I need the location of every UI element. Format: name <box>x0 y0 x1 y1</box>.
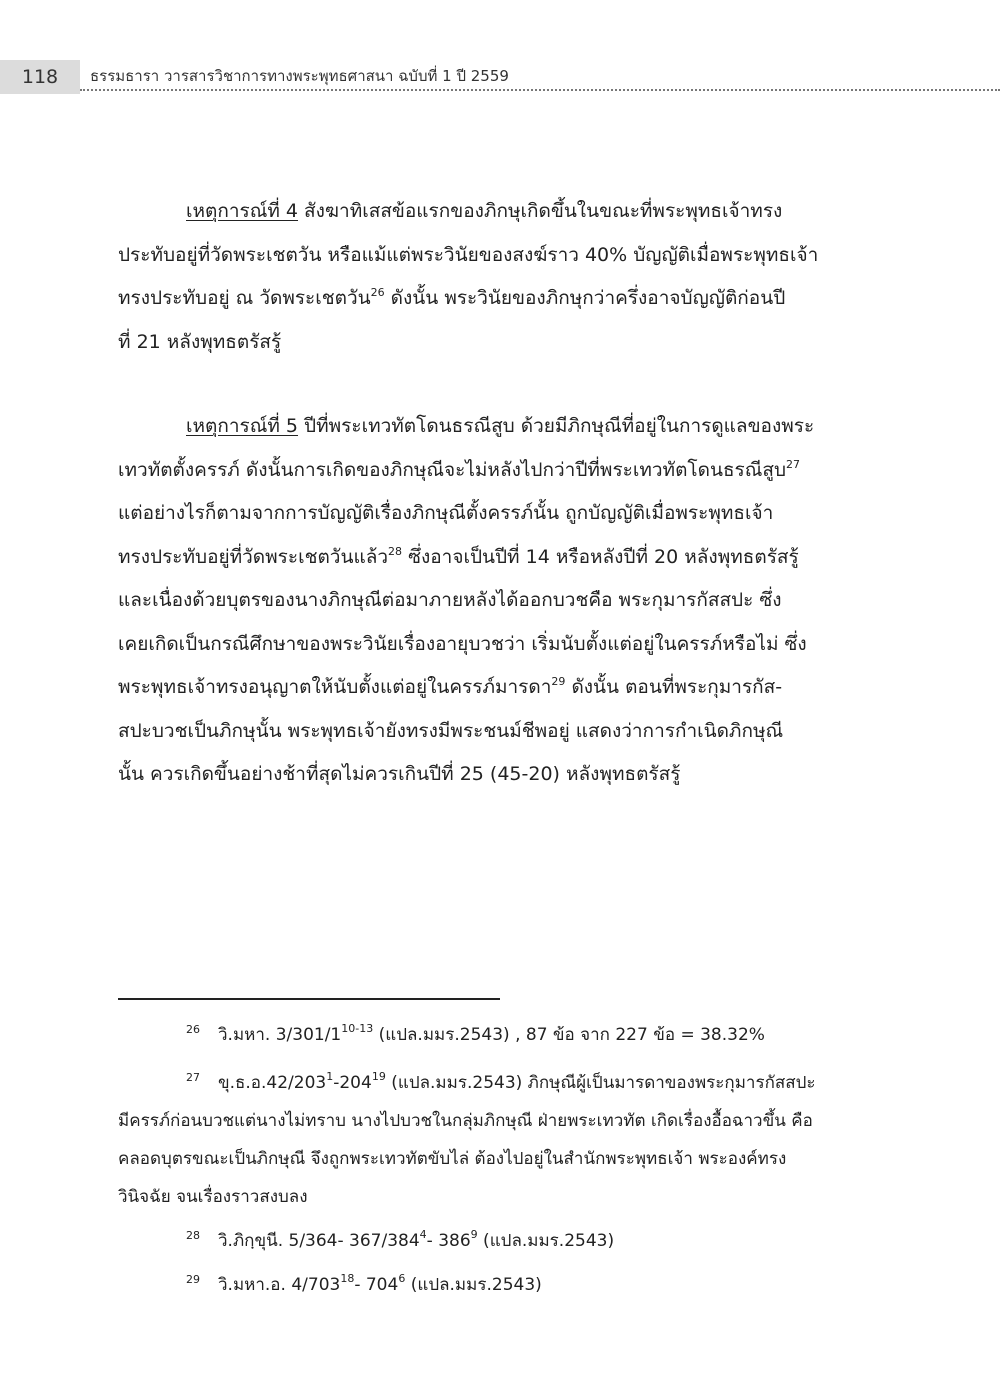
text-run: (แปล.มมร.2543) ภิกษุณีผู้เป็นมารดาของพระกุมารกัสสปะ <box>385 1073 816 1093</box>
text-run: (แปล.มมร.2543) <box>405 1275 542 1295</box>
paragraph-line <box>118 753 888 797</box>
paragraph-line <box>118 405 888 449</box>
text-run: ทรงประทับอยู่ ณ วัดพระเชตวัน <box>118 287 371 309</box>
text-run: - 386 <box>426 1231 471 1251</box>
footnote-reference: 19 <box>371 1070 386 1083</box>
text-run: วิ.มหา.อ. 4/703 <box>218 1275 341 1295</box>
text-run: วิ.มหา. 3/301/1 <box>218 1025 342 1045</box>
header-dotted-rule <box>80 89 1000 91</box>
text-run: วินิจฉัย จนเรื่องราวสงบลง <box>118 1187 308 1207</box>
paragraph-line <box>118 579 888 623</box>
text-run: -204 <box>333 1073 372 1093</box>
paragraph-line <box>118 449 888 493</box>
text-run: - 704 <box>354 1275 399 1295</box>
body-paragraph <box>118 405 888 797</box>
text-run: ทรงประทับอยู่ที่วัดพระเชตวันแล้ว <box>118 545 389 568</box>
footnote <box>118 1222 888 1260</box>
footnote-line: 29 วิ.มหา.อ. $4/703^{18}-$ $704^6$ (แปล.มมร.2543) <box>186 1272 542 1295</box>
footnote-line <box>118 1178 888 1216</box>
text-run: เทวทัตตั้งครรภ์ ดังนั้นการเกิดของภิกษุณีจะไม่หลังไปกว่าปีที่พระเทวทัตโดนธรณีสูบ <box>118 458 787 481</box>
text-run: นั้น ควรเกิดขึ้นอย่างช้าที่สุดไม่ควรเกินปีที่ 25 (45-20) หลังพุทธตรัสรู้ <box>118 763 681 785</box>
footnote-line: 27 ขุ.ธ.อ$.42/203^1-204^{19}$ (แปล.มมร.2543) ภิกษุณีผู้เป็นมารดาของพระกุมารกัสสปะ <box>186 1070 816 1093</box>
text-run: ปีที่พระเทวทัตโดนธรณีสูบ ด้วยมีภิกษุณีที่อยู่ในการดูแลของพระ <box>298 415 815 437</box>
paragraph-line <box>118 666 888 710</box>
footnote-reference: 29 <box>551 675 566 688</box>
text-run: วิ.ภิกฺขุนี. 5/364- 367/384 <box>218 1231 420 1251</box>
paragraph-line <box>118 277 888 321</box>
paragraph-line <box>118 492 888 536</box>
running-title: ธรรมธารา วารสารวิชาการทางพระพุทธศาสนา ฉบับที่ 1 ปี 2559 <box>90 67 509 85</box>
text-run: สปะบวชเป็นภิกษุนั้น พระพุทธเจ้ายังทรงมีพระชนม์ชีพอยู่ แสดงว่าการกำเนิดภิกษุณี <box>118 719 784 742</box>
footnote-reference: 1 <box>326 1070 334 1083</box>
paragraph-line <box>118 536 888 580</box>
body-paragraph <box>118 190 888 364</box>
text-run: สังฆาทิเสสข้อแรกของภิกษุเกิดขึ้นในขณะที่พระพุทธเจ้าทรง <box>298 200 783 222</box>
text-run: และเนื่องด้วยบุตรของนางภิกษุณีต่อมาภายหลังได้ออกบวชคือ พระกุมารกัสสปะ ซึ่ง <box>118 589 782 611</box>
text-run: ขุ.ธ.อ.42/203 <box>218 1073 327 1093</box>
text-run: มีครรภ์ก่อนบวชแต่นางไม่ทราบ นางไปบวชในกลุ่มภิกษุณี ฝ่ายพระเทวทัต เกิดเรื่องอื้อฉาวขึ้น คือ <box>118 1111 813 1131</box>
footnote-separator <box>118 998 500 1000</box>
text-run: (แปล.มมร.2543) <box>477 1231 615 1251</box>
footnote-reference: 4 <box>419 1228 427 1241</box>
page-number-box <box>0 60 80 94</box>
event-heading: เหตุการณ์ที่ 4 <box>186 200 299 222</box>
footnote-reference: 9 <box>470 1228 478 1241</box>
text-run: ดังนั้น พระวินัยของภิกษุกว่าครึ่งอาจบัญญัติก่อนปี <box>384 287 786 309</box>
text-run: ดังนั้น ตอนที่พระกุมารกัส- <box>565 676 783 698</box>
text-run: คลอดบุตรขณะเป็นภิกษุณี จึงถูกพระเทวทัตขับไล่ ต้องไปอยู่ในสำนักพระพุทธเจ้า พระองค์ทรง <box>118 1149 787 1169</box>
footnote-line: 26 วิ.มหา. 3/301/1$^{10-13}$ (แปล.มมร.2543) , 87 ข้อ จาก 227 ข้อ = 38.32% <box>186 1022 765 1045</box>
footnote <box>118 1064 888 1216</box>
paragraph-line <box>118 234 888 278</box>
footnote-reference: 18 <box>340 1272 355 1285</box>
text-run: ที่ 21 หลังพุทธตรัสรู้ <box>118 330 282 353</box>
footnote <box>118 1266 888 1304</box>
text-run: เคยเกิดเป็นกรณีศึกษาของพระวินัยเรื่องอายุบวชว่า เริ่มนับตั้งแต่อยู่ในครรภ์หรือไม่ ซึ่ง <box>118 632 807 655</box>
footnote-reference: 10-13 <box>341 1022 374 1035</box>
paragraph-line <box>118 321 888 365</box>
text-run: แต่อย่างไรก็ตามจากการบัญญัติเรื่องภิกษุณีตั้งครรภ์นั้น ถูกบัญญัติเมื่อพระพุทธเจ้า <box>118 502 774 524</box>
page-number: 118 <box>21 66 59 88</box>
footnote-line <box>118 1140 888 1178</box>
text-run: (แปล.มมร.2543) , 87 ข้อ จาก 227 ข้อ = 38.32% <box>373 1025 765 1045</box>
text-run: ซึ่งอาจเป็นปีที่ 14 หรือหลังปีที่ 20 หลังพุทธตรัสรู้ <box>402 545 799 568</box>
text-run: ประทับอยู่ที่วัดพระเชตวัน หรือแม้แต่พระวินัยของสงฆ์ราว 40% บัญญัติเมื่อพระพุทธเจ้า <box>118 243 819 266</box>
footnote-line <box>118 1102 888 1140</box>
footnote-reference: 28 <box>388 544 403 558</box>
paragraph-line <box>118 710 888 754</box>
footnote-reference: 27 <box>786 457 801 471</box>
footnote-reference: 6 <box>398 1272 406 1285</box>
footnote <box>118 1016 888 1054</box>
paragraph-line <box>118 623 888 667</box>
event-heading: เหตุการณ์ที่ 5 <box>186 415 299 437</box>
footnote-reference: 26 <box>370 286 385 299</box>
paragraph-line <box>118 190 888 234</box>
text-run: พระพุทธเจ้าทรงอนุญาตให้นับตั้งแต่อยู่ในครรภ์มารดา <box>118 676 552 698</box>
footnote-line: 28 วิ.ภิกฺขุนี. 5/364- $367/384^4-$ $386^9$ (แปล.มมร.2543) <box>186 1228 615 1251</box>
